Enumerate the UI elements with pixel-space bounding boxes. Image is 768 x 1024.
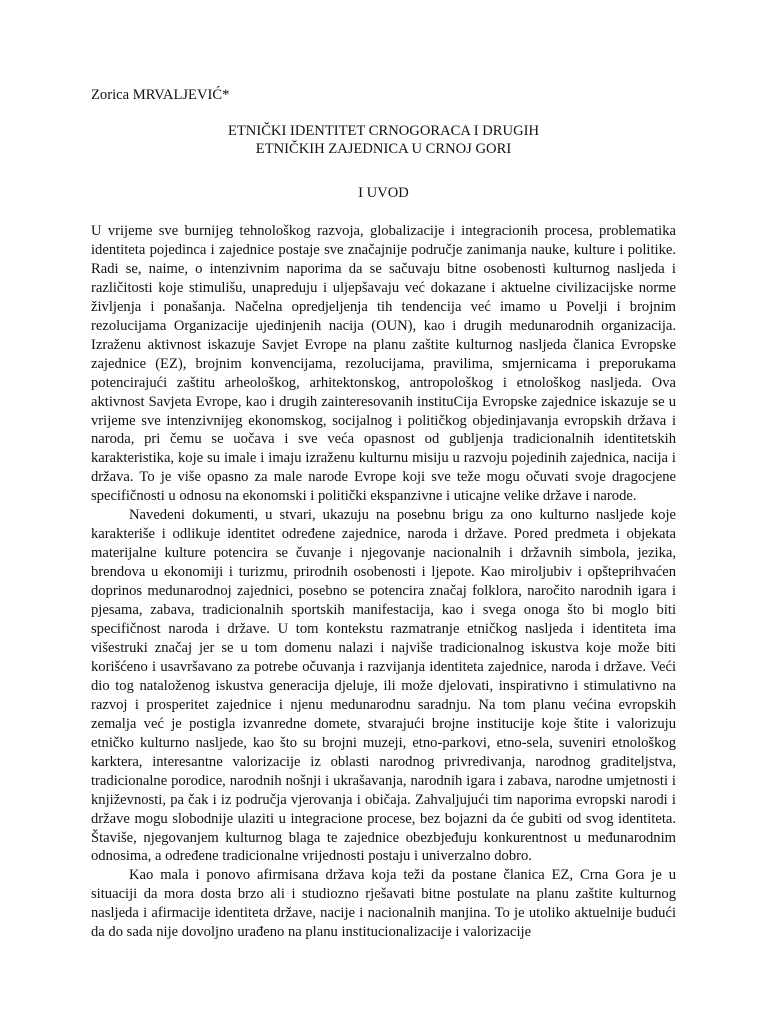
document-title xyxy=(91,122,676,158)
section-heading: I UVOD xyxy=(358,185,409,201)
title-line-2: ETNIČKIH ZAJEDNICA U CRNOJ GORI xyxy=(255,141,512,157)
document-page xyxy=(91,86,676,942)
author-name: Zorica MRVALJEVIĆ* xyxy=(91,87,230,103)
title-line-1: ETNIČKI IDENTITET CRNOGORACA I DRUGIH xyxy=(227,123,540,139)
body-paragraph-1: U vrijeme sve burnijeg tehnološkog razvoja, globalizacije i integracionih procesa, problematika identiteta pojedinca i zajednice postaje sve značajnije područje zanimanja nauke, kulture i politike. Radi se, naime, o intenzivnim naporima da se sačuvaju bitne osobenosti kulturnog nasljeda i različitosti koje stimulišu, unapreduju i uljepšavaju već dokazane i aktuelne civilizacijske norme življenja i ponašanja. Načelna opredjeljenja tih tendencija već imamo u Povelji i brojnim rezolucijama Organizacije ujedinjenih nacija (OUN), kao i drugih medunarodnih organizacija. Izraženu aktivnost iskazuje Savjet Evrope na planu zaštite kulturnog nasljeda članica Evropske zajednice (EZ), brojnim konvencijama, rezolucijama, pravilima, smjernicama i preporukama potencirajući zaštitu arheološkog, arhitektonskog, antropološkog i etnološkog nasljeda. Ova aktivnost Savjeta Evrope, kao i drugih zainteresovanih instituCija Evropske zajednice iskazuje se u vrijeme sve intenzivnijeg ekonomskog, socijalnog i političkog objedinjavanja evropskih država i naroda, pri čemu se uočava i sve veća opasnost od gubljenja tradicionalnih identitetskih karakteristika, koje su imale i imaju izraženu kulturnu misiju u razvoju pojedinih zajednica, nacija i država. To je više opasno za male narode Evrope koji sve teže mogu očuvati svoje dragocjene specifičnosti u odnosu na ekonomski i politički ekspanzivne i uticajne velike države i narode. xyxy=(91,223,676,505)
body-paragraph-2: Navedeni dokumenti, u stvari, ukazuju na posebnu brigu za ono kulturno nasljede koje karakteriše i odlikuje identitet određene zajednice, naroda i države. Pored predmeta i objekata materijalne kulture potencira se čuvanje i njegovanje nacionalnih i državnih simbola, jezika, brendova u ekonomiji i turizmu, prirodnih osobenosti i ljepote. Kao miroljubiv i opšteprihvaćen doprinos medunarodnoj zajednici, posebno se potencira značaj folklora, naročito narodnih igara i pjesama, zabava, tradicionalnih sportskih manifestacija, kao i svega onoga što bi moglo biti specifičnost naroda i države. U tom kontekstu razmatranje etničkog nasljeda i identiteta ima višestruki značaj jer se u tom domenu nalazi i najviše tradicionalnog iskustva koje može biti korišćeno i usavršavano za potrebe očuvanja i razvijanja identiteta zajednice, naroda i države. Veći dio tog nataloženog iskustva generacija djeluje, ili može djelovati, inspirativno i stimulativno na razvoj i prosperitet zajednice i njenu medunarodnu saradnju. Na tom planu većina evropskih zemalja već je postigla izvanredne domete, stvarajući brojne institucije koje štite i valorizuju etničko kulturno nasljede, kao što su brojni muzeji, etno-parkovi, etno-sela, suveniri etnološkog karktera, interesantne valorizacije iz oblasti narodnog privredivanja, narodnog graditeljstva, tradicionalne porodice, narodnih nošnji i ukrašavanja, narodnih igara i zabava, narodne umjetnosti i književnosti, pa čak i iz područja vjerovanja i običaja. Zahvaljujući tim naporima evropski narodi i države mogu slobodnije ulaziti u integracione procese, bez bojazni da će gubiti od svog identiteta. Štaviše, njegovanjem kulturnog blaga te zajednice obezbjeđuju konkurentnost u međunarodnim odnosima, a određene tradicionalne vrijednosti postaju i univerzalno dobro. xyxy=(91,507,676,865)
body-paragraph-3: Kao mala i ponovo afirmisana država koja teži da postane članica EZ, Crna Gora je u situaciji da mora dosta brzo ali i studiozno rješavati bitne postulate na planu zaštite kulturnog nasljeda i afirmacije identiteta države, nacije i nacionalnih manjina. To je utoliko aktuelnije budući da do sada nije dovoljno urađeno na planu institucionalizacije i valorizacije xyxy=(91,867,676,941)
